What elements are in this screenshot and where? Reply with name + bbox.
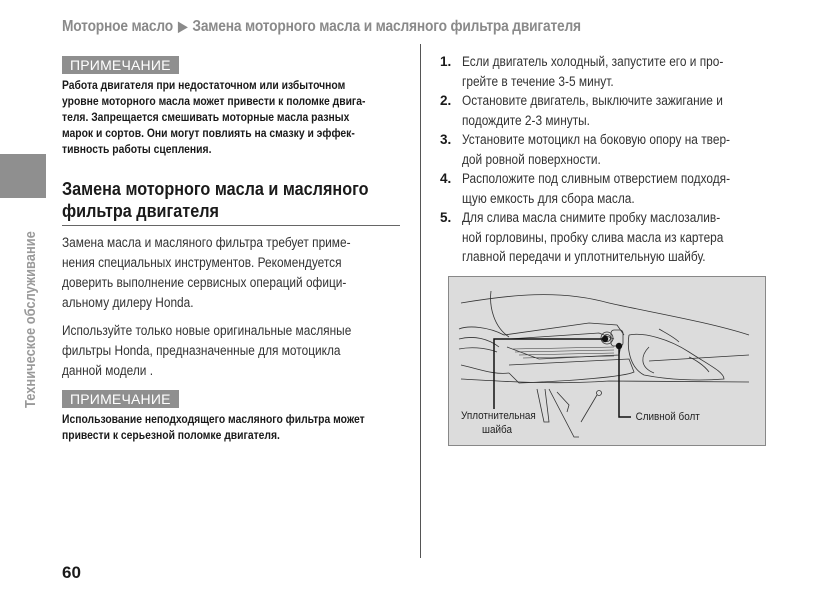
breadcrumb-current: Замена моторного масла и масляного фильтра двигателя <box>192 18 581 35</box>
breadcrumb-parent: Моторное масло <box>62 18 173 35</box>
page-number: 60 <box>62 563 81 582</box>
step-item <box>440 52 780 91</box>
callout-line: Уплотнительная <box>461 410 536 422</box>
paragraph-line: Замена масла и масляного фильтра требует приме- <box>62 235 351 250</box>
step-line: грейте в течение 3-5 минут. <box>462 73 614 89</box>
engine-drain-illustration <box>448 276 766 446</box>
step-item <box>440 169 780 208</box>
bolt-pointer-dot <box>616 343 622 349</box>
paragraph-line: Используйте только новые оригинальные масляные <box>62 323 352 338</box>
step-number: 5. <box>440 210 452 225</box>
step-number: 4. <box>440 171 452 186</box>
note-line: Использование неподходящего масляного фильтра может <box>62 414 365 426</box>
step-line: главной передачи и уплотнительную шайбу. <box>462 249 706 264</box>
paragraph-line: нения специальных инструментов. Рекомендуется <box>62 255 342 270</box>
note-label: ПРИМЕЧАНИЕ <box>62 390 179 408</box>
step-item <box>440 130 780 169</box>
callout-line: шайба <box>482 424 512 436</box>
paragraph-filters <box>62 321 396 381</box>
washer-pointer-dot <box>602 336 608 342</box>
paragraph-line: альному дилеру Honda. <box>62 295 194 310</box>
step-line: Остановите двигатель, выключите зажигание и <box>462 93 723 108</box>
step-number: 1. <box>440 54 452 69</box>
breadcrumb <box>62 18 581 36</box>
step-line: ной горловины, пробку слива масла из картера <box>462 229 724 245</box>
note-line: Работа двигателя при недостаточном или избыточном <box>62 80 346 92</box>
note-text <box>62 412 400 444</box>
section-title-line: фильтра двигателя <box>62 201 219 221</box>
section-title-line: Замена моторного масла и масляного <box>62 179 369 199</box>
section-title <box>62 178 400 226</box>
paragraph-intro <box>62 233 396 313</box>
section-side-label: Техническое обслуживание <box>22 231 39 408</box>
column-divider <box>420 44 421 558</box>
section-tab-marker <box>0 154 46 198</box>
steps-list <box>440 52 780 267</box>
paragraph-line: доверить выполнение сервисных операций офици- <box>62 275 347 290</box>
note-block-1 <box>62 56 402 158</box>
arrow-right-icon: ▶ <box>178 18 188 34</box>
note-line: теля. Запрещается смешивать моторные масла разных <box>62 112 350 124</box>
step-line: Установите мотоцикл на боковую опору на твер- <box>462 132 731 147</box>
note-line: тивность работы сцепления. <box>62 144 212 156</box>
step-line: Если двигатель холодный, запустите его и про- <box>462 54 724 69</box>
note-text <box>62 78 400 158</box>
note-line: марок и сортов. Они могут повлиять на смазку и эффек- <box>62 128 355 140</box>
paragraph-line: данной модели . <box>62 363 154 378</box>
step-number: 2. <box>440 93 452 108</box>
step-line: подождите 2-3 минуты. <box>462 112 590 128</box>
note-line: привести к серьезной поломке двигателя. <box>62 430 280 442</box>
step-item <box>440 208 780 267</box>
note-line: уровне моторного масла может привести к поломке двига- <box>62 96 366 108</box>
step-line: Для слива масла снимите пробку маслозалив- <box>462 210 721 225</box>
note-block-2 <box>62 390 402 444</box>
callout-drain-bolt: Сливной болт <box>635 411 700 423</box>
step-number: 3. <box>440 132 452 147</box>
callout-washer <box>461 409 536 437</box>
step-line: Расположите под сливным отверстием подходя- <box>462 171 731 186</box>
step-item <box>440 91 780 130</box>
note-label: ПРИМЕЧАНИЕ <box>62 56 179 74</box>
step-line: щую емкость для сбора масла. <box>462 190 635 206</box>
paragraph-line: фильтры Honda, предназначенные для мотоцикла <box>62 343 341 358</box>
step-line: дой ровной поверхности. <box>462 151 601 167</box>
